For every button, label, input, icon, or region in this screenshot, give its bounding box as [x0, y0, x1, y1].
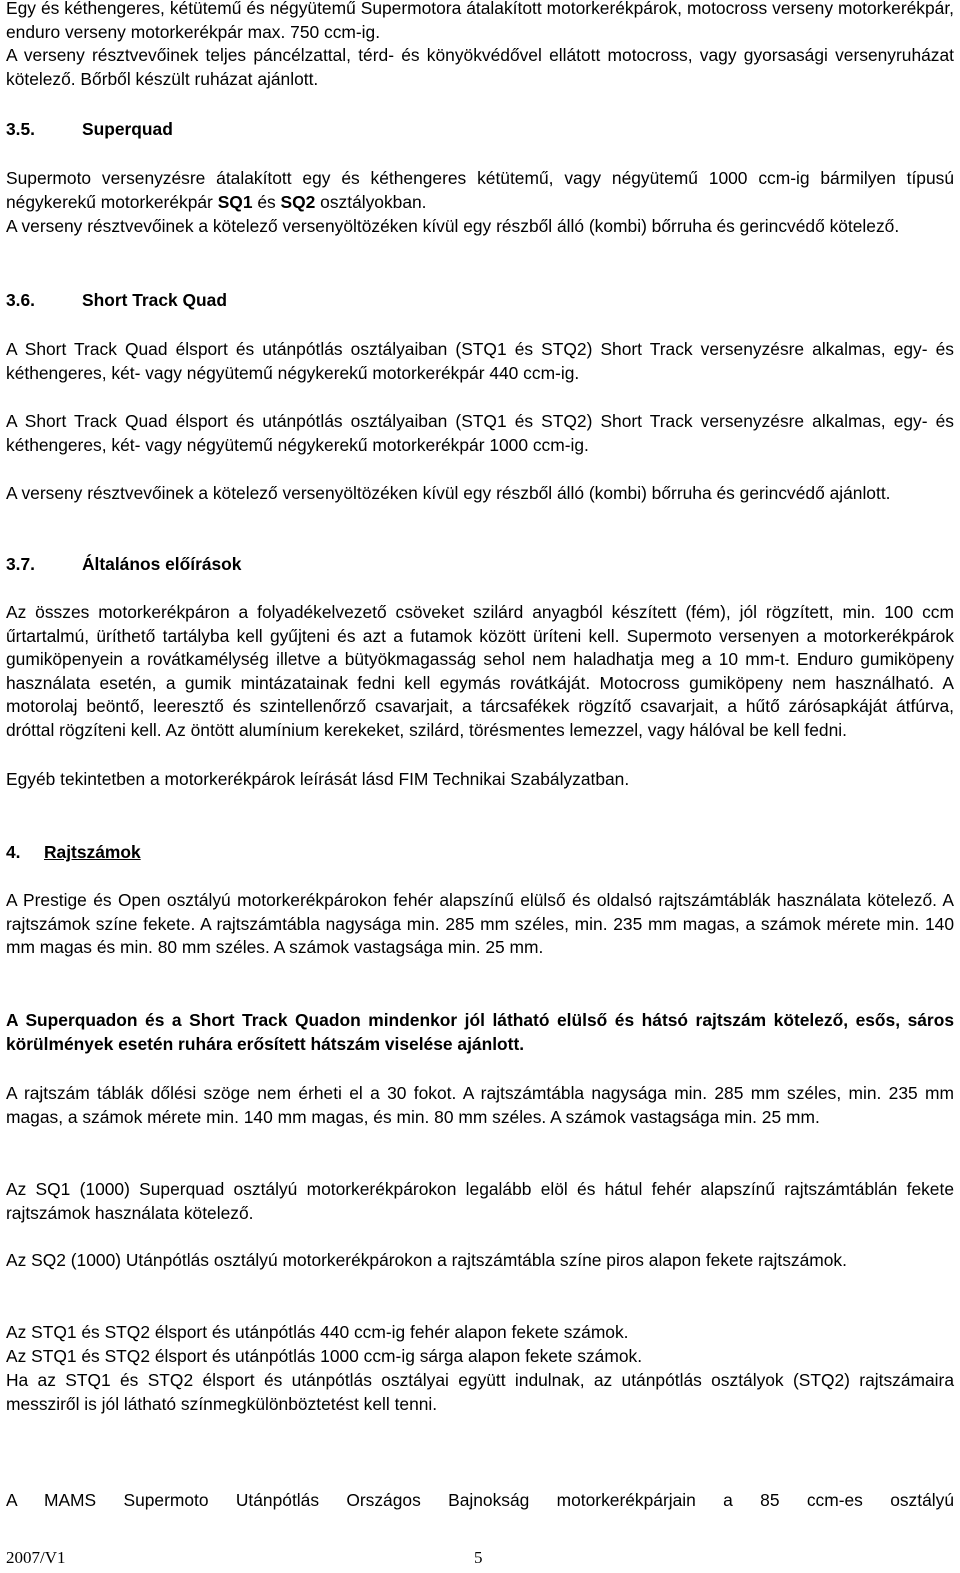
class-sq2: SQ2	[280, 191, 316, 212]
page-number: 5	[474, 1548, 483, 1567]
paragraph-superquad-gear: A verseny résztvevőinek a kötelező versenyöltözéken kívül egy részből álló (kombi) bőrruha és gerincvédő kötelező.	[6, 216, 900, 236]
paragraph-general-rules: Az összes motorkerékpáron a folyadékelvezető csöveket szilárd anyagból készített (fém), jól rögzített, min. 100 ccm űrtartalmú, üríthető tartályba kell gyűjteni és azt a futamok között üríteni kell. Supermoto versenyen a motorkerékpárok gumiköpenyein a rovátkamélység illetve a bütyökmagasság sehol nem haladhatja meg a 10 mm-t. Enduro gumiköpeny használata esetén, a gumik mintázatainak fedni kell egymás rovátkáját. Motocross gumiköpeny nem használható. A motorolaj beöntő, leeresztő és szintellenőrző csavarjait, a tárcsafékek rögzítő csavarjait, a hűtő zárósapkáját átfúrva, dróttal rögzíteni kell. Az öntött alumínium kerekeket, szilárd, törésmentes lemezzel, vagy hálóval be kell fedni.	[6, 602, 954, 740]
section-title: Short Track Quad	[82, 290, 227, 310]
section-heading-4	[6, 841, 141, 865]
text-run: és	[252, 191, 281, 212]
paragraph-stq-440: A Short Track Quad élsport és utánpótlás osztályaiban (STQ1 és STQ2) Short Track versenyzésre alkalmas, egy- és kéthengeres, két- vagy négyütemű négykerekű motorkerékpár 440 ccm-ig.	[6, 339, 954, 383]
paragraph-protective-gear: A verseny résztvevőinek teljes páncélzattal, térd- és könyökvédővel ellátott motocross, vagy gyorsasági versenyruházat kötelező. Bőrből készült ruházat ajánlott.	[6, 45, 954, 89]
paragraph-plates-prestige-open: A Prestige és Open osztályú motorkerékpárokon fehér alapszínű elülső és oldalsó rajtszámtáblák használata kötelező. A rajtszámok színe fekete. A rajtszámtábla nagysága min. 285 mm széles, min. 235 mm magas, a számok mérete min. 140 mm magas és min. 80 mm széles. A számok vastagsága min. 25 mm.	[6, 890, 954, 958]
page-footer	[6, 1548, 483, 1568]
paragraph-plate-angle: A rajtszám táblák dőlési szöge nem érheti el a 30 fokot. A rajtszámtábla nagysága min. 285 mm széles, min. 235 mm magas, a számok mérete min. 140 mm magas, és min. 80 mm széles. A számok vastagsága min. 25 mm.	[6, 1083, 954, 1127]
paragraph-stq-440-plates: Az STQ1 és STQ2 élsport és utánpótlás 440 ccm-ig fehér alapon fekete számok.	[6, 1322, 629, 1342]
section-number: 3.7.	[6, 554, 36, 574]
paragraph-sq2-plates: Az SQ2 (1000) Utánpótlás osztályú motorkerékpárokon a rajtszámtábla színe piros alapon fekete rajtszámok.	[6, 1250, 847, 1270]
text-run: A MAMS Supermoto Utánpótlás Országos Bajnokság motorkerékpárjain a 85 ccm-es osztályú	[6, 1490, 954, 1510]
section-title: Superquad	[82, 119, 173, 139]
paragraph-fim-reference: Egyéb tekintetben a motorkerékpárok leírását lásd FIM Technikai Szabályzatban.	[6, 769, 630, 789]
section-heading-3-6	[6, 289, 227, 313]
section-number: 4.	[6, 842, 21, 862]
section-number: 3.5.	[6, 119, 36, 139]
paragraph-plates-quad-bold: A Superquadon és a Short Track Quadon mindenkor jól látható elülső és hátsó rajtszám kötelező, esős, sáros körülmények esetén ruhára erősített hátszám viselése ajánlott.	[6, 1010, 954, 1054]
paragraph-stq-combined: Ha az STQ1 és STQ2 élsport és utánpótlás osztályai együtt indulnak, az utánpótlás osztályok (STQ2) rajtszámaira messziről is jól látható színmegkülönböztetést kell tenni.	[6, 1370, 954, 1414]
section-heading-3-5	[6, 118, 173, 142]
section-title: Rajtszámok	[44, 842, 141, 862]
paragraph-stq-1000: A Short Track Quad élsport és utánpótlás osztályaiban (STQ1 és STQ2) Short Track versenyzésre alkalmas, egy- és kéthengeres, két- vagy négyütemű négykerekű motorkerékpár 1000 ccm-ig.	[6, 411, 954, 455]
paragraph-mams-85	[6, 1489, 954, 1513]
paragraph-stq-gear: A verseny résztvevőinek a kötelező versenyöltözéken kívül egy részből álló (kombi) bőrruha és gerincvédő ajánlott.	[6, 483, 891, 503]
paragraph-sq1-plates: Az SQ1 (1000) Superquad osztályú motorkerékpárokon legalább elöl és hátul fehér alapszínű rajtszámtáblán fekete rajtszámok használata kötelező.	[6, 1179, 954, 1223]
text-run: osztályokban.	[315, 191, 427, 212]
document-version: 2007/V1	[6, 1548, 66, 1567]
section-heading-3-7	[6, 553, 241, 577]
text-run: Supermoto versenyzésre átalakított egy és kéthengeres kétütemű, vagy négyütemű 1000 ccm-ig bármilyen típusú négykerekű motorkerékpár	[6, 168, 954, 212]
paragraph-engine-classes: Egy és kéthengeres, kétütemű és négyütemű Supermotora átalakított motorkerékpárok, motocross verseny motorkerékpár, enduro verseny motorkerékpár max. 750 ccm-ig.	[6, 0, 954, 42]
section-title: Általános előírások	[82, 554, 242, 574]
section-number: 3.6.	[6, 290, 36, 310]
class-sq1: SQ1	[217, 191, 253, 212]
paragraph-stq-1000-plates: Az STQ1 és STQ2 élsport és utánpótlás 1000 ccm-ig sárga alapon fekete számok.	[6, 1346, 643, 1366]
paragraph-superquad-def	[6, 167, 954, 214]
